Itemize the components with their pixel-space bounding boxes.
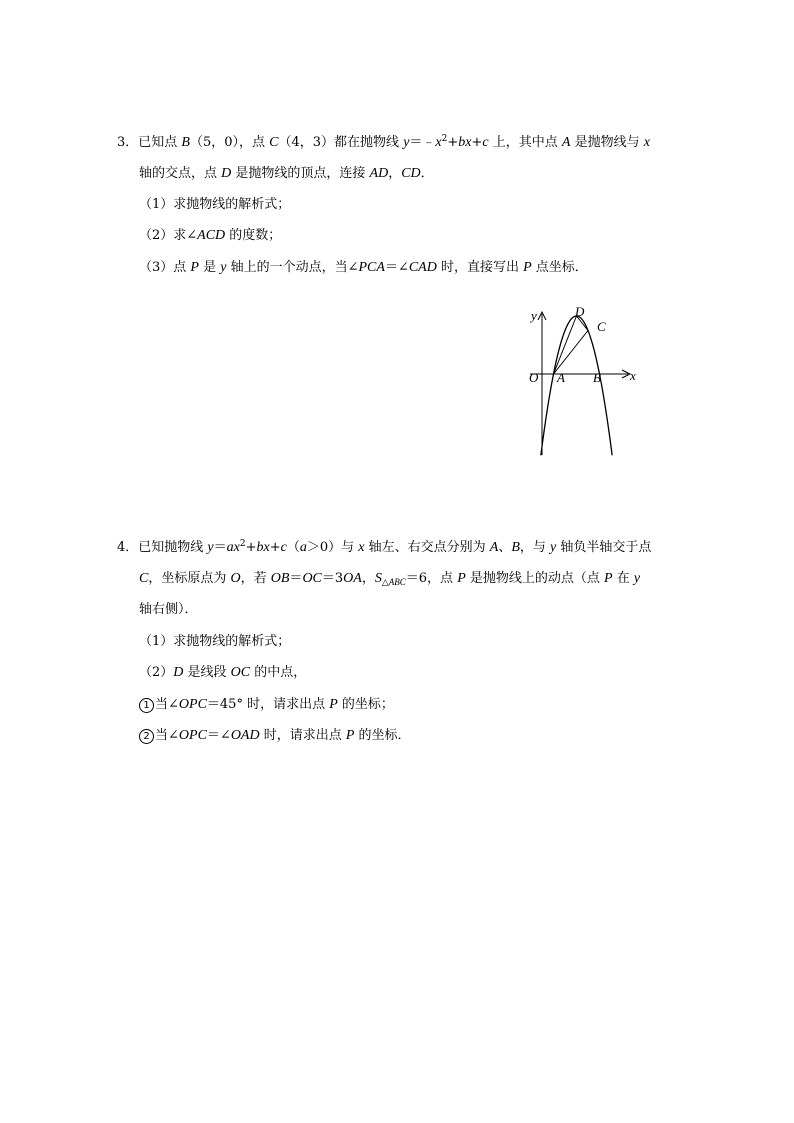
q3-part-3: （3）点 P 是 y 轴上的一个动点，当∠PCA＝∠CAD 时，直接写出 P 点坐标．: [139, 260, 588, 275]
label-D: D: [575, 304, 585, 319]
q4-line-2: C，坐标原点为 O，若 OB＝OC＝3OA，$S_{\triangle ABC}=6$，点 P 是抛物线上的动点（点 P 在 y: [139, 571, 641, 588]
label-A: A: [557, 370, 565, 385]
label-O: O: [529, 370, 539, 385]
label-y: y: [531, 308, 537, 323]
label-x: x: [630, 368, 636, 383]
q3-part-1: （1）求抛物线的解析式；: [139, 197, 291, 212]
label-C: C: [597, 319, 606, 334]
q3-line-2: 轴的交点，点 D 是抛物线的顶点，连接 AD，CD．: [139, 166, 434, 181]
segment-AD: [554, 316, 577, 374]
q4-part-2-i: 1 当∠OPC＝45° 时，请求出点 P 的坐标；: [139, 695, 394, 715]
q3-line-1: 3．已知点 B（5，0），点 C（4，3）都在抛物线 $y=﹣x^2+bx+c$ 上，其中点 A 是抛物线与 x: [117, 134, 650, 150]
parabola-figure: [524, 300, 644, 458]
q3-part-2: （2）求∠ACD 的度数；: [139, 228, 282, 243]
q4-part-2: （2）D 是线段 OC 的中点，: [139, 665, 307, 680]
parabola-curve: [541, 316, 612, 455]
q4-part-2-ii: 2 当∠OPC＝∠OAD 时，请求出点 P 的坐标．: [139, 726, 411, 746]
circled-number-2: 2: [139, 729, 154, 744]
q4-part-1: （1）求抛物线的解析式；: [139, 634, 291, 649]
circled-number-1: 1: [139, 698, 154, 713]
label-B: B: [593, 370, 601, 385]
q4-line-3: 轴右侧）．: [139, 602, 198, 617]
q4-line-1: 4．已知抛物线 $y=ax^2+bx+c(a>0)$与 x 轴左、右交点分别为 A、B，与 y 轴负半轴交于点: [117, 539, 652, 555]
